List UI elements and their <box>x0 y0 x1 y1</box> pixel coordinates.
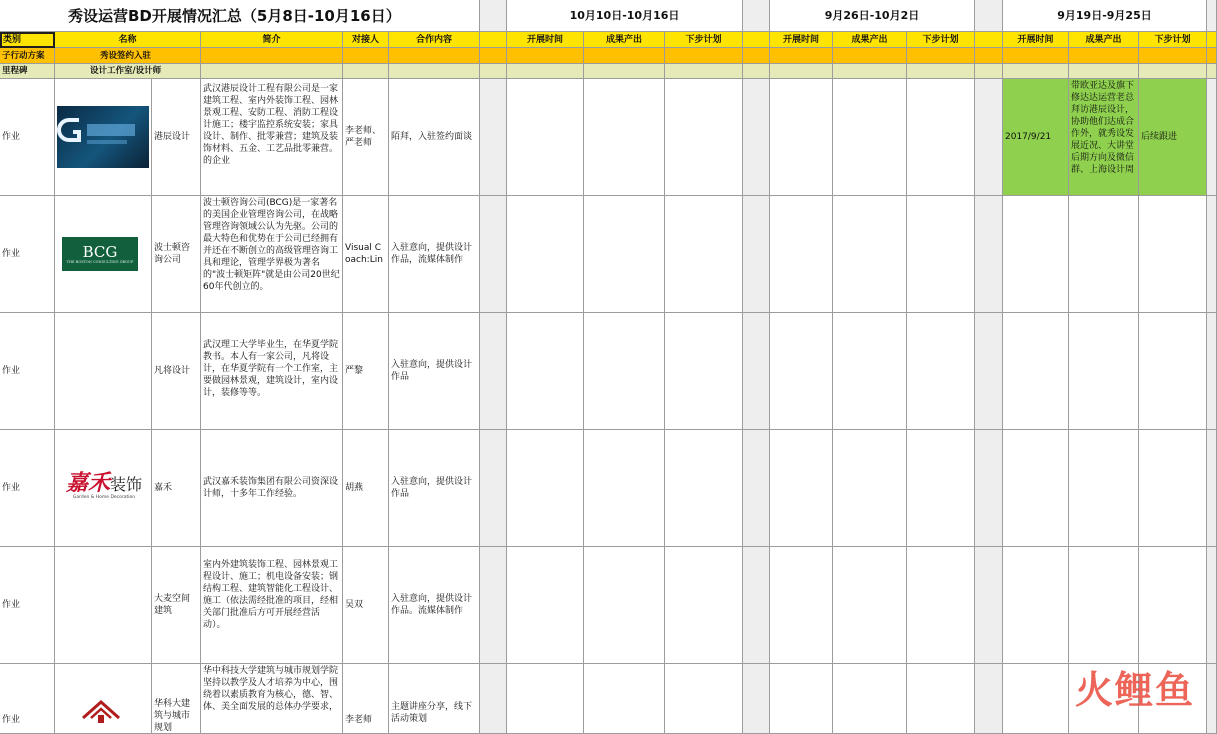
empty-cell[interactable] <box>743 64 770 79</box>
empty-cell[interactable] <box>1139 430 1207 547</box>
empty-cell[interactable] <box>833 664 907 734</box>
gap-cell[interactable] <box>1207 664 1217 734</box>
name-cell[interactable]: 嘉禾 <box>152 430 201 547</box>
empty-cell[interactable] <box>907 79 975 196</box>
gap-cell[interactable] <box>1207 79 1217 196</box>
gap-cell[interactable] <box>975 430 1003 547</box>
bcg-logo-subtitle: THE BOSTON CONSULTING GROUP <box>66 259 134 264</box>
empty-cell[interactable] <box>507 430 584 547</box>
empty-cell[interactable] <box>833 430 907 547</box>
bcg-logo <box>62 237 138 271</box>
empty-cell[interactable] <box>1069 313 1139 430</box>
empty-cell[interactable] <box>1003 664 1069 734</box>
header-category[interactable]: 类别 <box>0 32 55 48</box>
contact-cell[interactable]: 严黎 <box>343 313 389 430</box>
empty-cell[interactable] <box>584 664 665 734</box>
empty-cell[interactable] <box>665 196 743 313</box>
empty-cell[interactable] <box>1139 64 1207 79</box>
gs-sign-logo <box>57 106 149 168</box>
action-plan-value[interactable]: 秀设签约入驻 <box>55 48 201 64</box>
empty-cell[interactable] <box>665 64 743 79</box>
empty-cell[interactable] <box>833 79 907 196</box>
empty-cell[interactable] <box>1139 313 1207 430</box>
header-output[interactable]: 成果产出 <box>833 32 907 48</box>
empty-cell[interactable] <box>907 196 975 313</box>
empty-cell[interactable] <box>1003 430 1069 547</box>
empty-cell[interactable] <box>907 313 975 430</box>
empty-cell[interactable] <box>1139 48 1207 64</box>
empty-cell[interactable] <box>665 430 743 547</box>
empty-cell[interactable] <box>1139 196 1207 313</box>
gap-cell[interactable] <box>975 32 1003 48</box>
empty-cell[interactable] <box>507 313 584 430</box>
category-cell[interactable]: 作业 <box>0 196 55 313</box>
gap-cell[interactable] <box>1207 313 1217 430</box>
category-cell[interactable]: 作业 <box>0 430 55 547</box>
contact-cell[interactable]: 李老师 <box>343 664 389 734</box>
logo-cell[interactable] <box>55 79 152 196</box>
gap-cell[interactable] <box>975 0 1003 32</box>
intro-cell[interactable]: 室内外建筑装饰工程、园林景观工程设计、施工；机电设备安装；钢结构工程、建筑智能化工程设计、施工（依法需经批准的项目，经相关部门批准后方可开展经营活动）。 <box>201 547 343 664</box>
gap-cell[interactable] <box>743 664 770 734</box>
jiahe-logo-text: 装饰 <box>110 475 143 494</box>
name-cell[interactable]: 凡将设计 <box>152 313 201 430</box>
empty-cell[interactable] <box>907 430 975 547</box>
gap-cell[interactable] <box>743 32 770 48</box>
header-next-plan[interactable]: 下步计划 <box>1139 32 1207 48</box>
intro-cell[interactable]: 华中科技大学建筑与城市规划学院坚持以教学及人才培养为中心，围绕着以素质教育为核心，德、智、体、美全面发展的总体办学要求， <box>201 664 343 734</box>
empty-cell[interactable] <box>743 48 770 64</box>
gap-cell[interactable] <box>480 0 507 32</box>
empty-cell[interactable] <box>665 664 743 734</box>
empty-cell[interactable] <box>1003 48 1069 64</box>
gap-cell[interactable] <box>1207 196 1217 313</box>
empty-cell[interactable] <box>584 313 665 430</box>
cooperation-cell[interactable]: 陌拜，入驻签约面谈 <box>389 79 480 196</box>
gap-cell[interactable] <box>1207 430 1217 547</box>
empty-cell[interactable] <box>584 547 665 664</box>
gap-cell[interactable] <box>743 196 770 313</box>
action-plan-label[interactable]: 子行动方案 <box>0 48 55 64</box>
gap-cell[interactable] <box>480 430 507 547</box>
hust-logo <box>79 698 123 728</box>
empty-cell[interactable] <box>201 64 343 79</box>
empty-cell[interactable] <box>975 48 1003 64</box>
gap-cell[interactable] <box>975 79 1003 196</box>
empty-cell[interactable] <box>389 48 480 64</box>
empty-cell[interactable] <box>1003 547 1069 664</box>
empty-cell[interactable] <box>907 48 975 64</box>
empty-cell[interactable] <box>770 64 833 79</box>
name-cell[interactable]: 波士顿咨询公司 <box>152 196 201 313</box>
empty-cell[interactable] <box>1003 64 1069 79</box>
empty-cell[interactable] <box>665 48 743 64</box>
cooperation-cell[interactable]: 入驻意向，提供设计作品 <box>389 430 480 547</box>
header-name[interactable]: 名称 <box>55 32 201 48</box>
contact-cell[interactable]: Visual Coach:Lin <box>343 196 389 313</box>
empty-cell[interactable] <box>975 64 1003 79</box>
intro-cell[interactable]: 武汉嘉禾装饰集团有限公司资深设计师，十多年工作经验。 <box>201 430 343 547</box>
header-start-time[interactable]: 开展时间 <box>1003 32 1069 48</box>
logo-cell[interactable] <box>55 664 152 734</box>
empty-cell[interactable] <box>665 313 743 430</box>
header-next-plan[interactable]: 下步计划 <box>665 32 743 48</box>
gap-cell[interactable] <box>1207 32 1217 48</box>
intro-cell[interactable]: 武汉港辰设计工程有限公司是一家建筑工程、室内外装饰工程、园林景观工程、安防工程、消防工程设计施工；楼宇监控系统安装；家具设计、制作、批零兼营；建筑及装饰材料、五金、工艺品批零兼营。的企业 <box>201 79 343 196</box>
gap-cell[interactable] <box>975 547 1003 664</box>
gap-cell[interactable] <box>975 664 1003 734</box>
gap-cell[interactable] <box>743 313 770 430</box>
empty-cell[interactable] <box>584 196 665 313</box>
contact-cell[interactable]: 李老师、严老师 <box>343 79 389 196</box>
empty-cell[interactable] <box>770 196 833 313</box>
header-contact[interactable]: 对接人 <box>343 32 389 48</box>
milestone-value[interactable]: 设计工作室/设计师 <box>55 64 201 79</box>
empty-cell[interactable] <box>343 48 389 64</box>
empty-cell[interactable] <box>1139 547 1207 664</box>
empty-cell[interactable] <box>389 64 480 79</box>
jiahe-logo-subtitle: Garden & Home Decoration <box>72 495 136 500</box>
empty-cell[interactable] <box>833 64 907 79</box>
empty-cell[interactable] <box>1069 547 1139 664</box>
empty-cell[interactable] <box>907 664 975 734</box>
start-time-cell[interactable]: 2017/9/21 <box>1003 79 1069 196</box>
header-intro[interactable]: 简介 <box>201 32 343 48</box>
contact-cell[interactable]: 胡燕 <box>343 430 389 547</box>
empty-cell[interactable] <box>1003 313 1069 430</box>
next-plan-cell[interactable]: 后续跟进 <box>1139 79 1207 196</box>
hust-building-icon <box>79 698 123 728</box>
logo-cell[interactable] <box>55 196 152 313</box>
gap-cell[interactable] <box>743 79 770 196</box>
header-cooperation[interactable]: 合作内容 <box>389 32 480 48</box>
category-cell[interactable]: 作业 <box>0 79 55 196</box>
empty-cell[interactable] <box>507 64 584 79</box>
sheet-title[interactable]: 秀设运营BD开展情况汇总（5月8日-10月16日） <box>0 0 480 32</box>
empty-cell[interactable] <box>584 48 665 64</box>
empty-cell[interactable] <box>584 64 665 79</box>
cooperation-cell[interactable]: 入驻意向，提供设计作品 <box>389 313 480 430</box>
gap-cell[interactable] <box>480 547 507 664</box>
empty-cell[interactable] <box>507 196 584 313</box>
jiahe-logo <box>65 460 143 512</box>
empty-cell[interactable] <box>770 313 833 430</box>
empty-cell[interactable] <box>1069 430 1139 547</box>
header-output[interactable]: 成果产出 <box>584 32 665 48</box>
empty-cell[interactable] <box>1003 196 1069 313</box>
empty-cell[interactable] <box>343 64 389 79</box>
empty-cell[interactable] <box>1207 64 1217 79</box>
cooperation-cell[interactable]: 入驻意向，提供设计作品。流媒体制作 <box>389 547 480 664</box>
empty-cell[interactable] <box>584 430 665 547</box>
bcg-logo-text: BCG <box>82 242 118 261</box>
logo-cell[interactable] <box>55 430 152 547</box>
empty-cell[interactable] <box>480 64 507 79</box>
cooperation-cell[interactable]: 主题讲座分享，线下活动策划 <box>389 664 480 734</box>
empty-cell[interactable] <box>770 79 833 196</box>
gap-cell[interactable] <box>743 430 770 547</box>
gap-cell[interactable] <box>480 79 507 196</box>
empty-cell[interactable] <box>507 547 584 664</box>
empty-cell[interactable] <box>907 64 975 79</box>
header-start-time[interactable]: 开展时间 <box>770 32 833 48</box>
category-cell[interactable]: 作业 <box>0 664 55 734</box>
header-start-time[interactable]: 开展时间 <box>507 32 584 48</box>
empty-cell[interactable] <box>770 48 833 64</box>
empty-cell[interactable] <box>1069 196 1139 313</box>
period-header-3[interactable]: 9月19日-9月25日 <box>1003 0 1207 32</box>
category-cell[interactable]: 作业 <box>0 313 55 430</box>
gap-cell[interactable] <box>480 664 507 734</box>
gap-cell[interactable] <box>1207 0 1217 32</box>
logo-cell[interactable] <box>55 313 152 430</box>
empty-cell[interactable] <box>665 547 743 664</box>
empty-cell[interactable] <box>584 79 665 196</box>
gap-cell[interactable] <box>480 196 507 313</box>
empty-cell[interactable] <box>201 48 343 64</box>
empty-cell[interactable] <box>507 79 584 196</box>
gap-cell[interactable] <box>743 0 770 32</box>
period-header-1[interactable]: 10月10日-10月16日 <box>507 0 743 32</box>
empty-cell[interactable] <box>1069 48 1139 64</box>
jiahe-logo-mark: 嘉禾 <box>65 470 110 496</box>
intro-cell[interactable]: 武汉理工大学毕业生，在华夏学院教书。本人有一家公司，凡将设计，在华夏学院有一个工作室，主要做园林景观，建筑设计，室内设计，装修等等。 <box>201 313 343 430</box>
empty-cell[interactable] <box>833 313 907 430</box>
empty-cell[interactable] <box>1069 64 1139 79</box>
intro-cell[interactable]: 波士顿咨询公司(BCG)是一家著名的美国企业管理咨询公司，在战略管理咨询领域公认为先驱。公司的最大特色和优势在于公司已经拥有并还在不断创立的高级管理咨询工具和理论，管理学界极为著名的"波士顿矩阵"就是由公司20世纪60年代创立的。 <box>201 196 343 313</box>
empty-cell[interactable] <box>833 547 907 664</box>
empty-cell[interactable] <box>665 79 743 196</box>
empty-cell[interactable] <box>770 664 833 734</box>
contact-cell[interactable]: 吴双 <box>343 547 389 664</box>
empty-cell[interactable] <box>480 48 507 64</box>
period-header-2[interactable]: 9月26日-10月2日 <box>770 0 975 32</box>
empty-cell[interactable] <box>833 48 907 64</box>
gs-sign-icon <box>57 106 149 168</box>
empty-cell[interactable] <box>833 196 907 313</box>
gap-cell[interactable] <box>480 32 507 48</box>
name-cell[interactable]: 大麦空间建筑 <box>152 547 201 664</box>
cooperation-cell[interactable]: 入驻意向，提供设计作品，流媒体制作 <box>389 196 480 313</box>
empty-cell[interactable] <box>770 547 833 664</box>
name-cell[interactable]: 港辰设计 <box>152 79 201 196</box>
output-cell[interactable]: 带欧亚达及旗下修达达运营老总拜访港辰设计，协助他们达成合作外，就秀设发展近况、大讲堂后期方向及微信群、上海设计周 <box>1069 79 1139 196</box>
empty-cell[interactable] <box>507 48 584 64</box>
empty-cell[interactable] <box>1207 48 1217 64</box>
header-next-plan[interactable]: 下步计划 <box>907 32 975 48</box>
empty-cell[interactable] <box>907 547 975 664</box>
milestone-label[interactable]: 里程碑 <box>0 64 55 79</box>
gap-cell[interactable] <box>480 313 507 430</box>
name-cell[interactable]: 华科大建筑与城市规划 <box>152 664 201 734</box>
logo-cell[interactable] <box>55 547 152 664</box>
gap-cell[interactable] <box>975 196 1003 313</box>
watermark-logo: 火鲤鱼 <box>1074 668 1195 712</box>
empty-cell[interactable] <box>507 664 584 734</box>
gap-cell[interactable] <box>975 313 1003 430</box>
header-output[interactable]: 成果产出 <box>1069 32 1139 48</box>
gap-cell[interactable] <box>743 547 770 664</box>
category-cell[interactable]: 作业 <box>0 547 55 664</box>
gap-cell[interactable] <box>1207 547 1217 664</box>
empty-cell[interactable] <box>770 430 833 547</box>
